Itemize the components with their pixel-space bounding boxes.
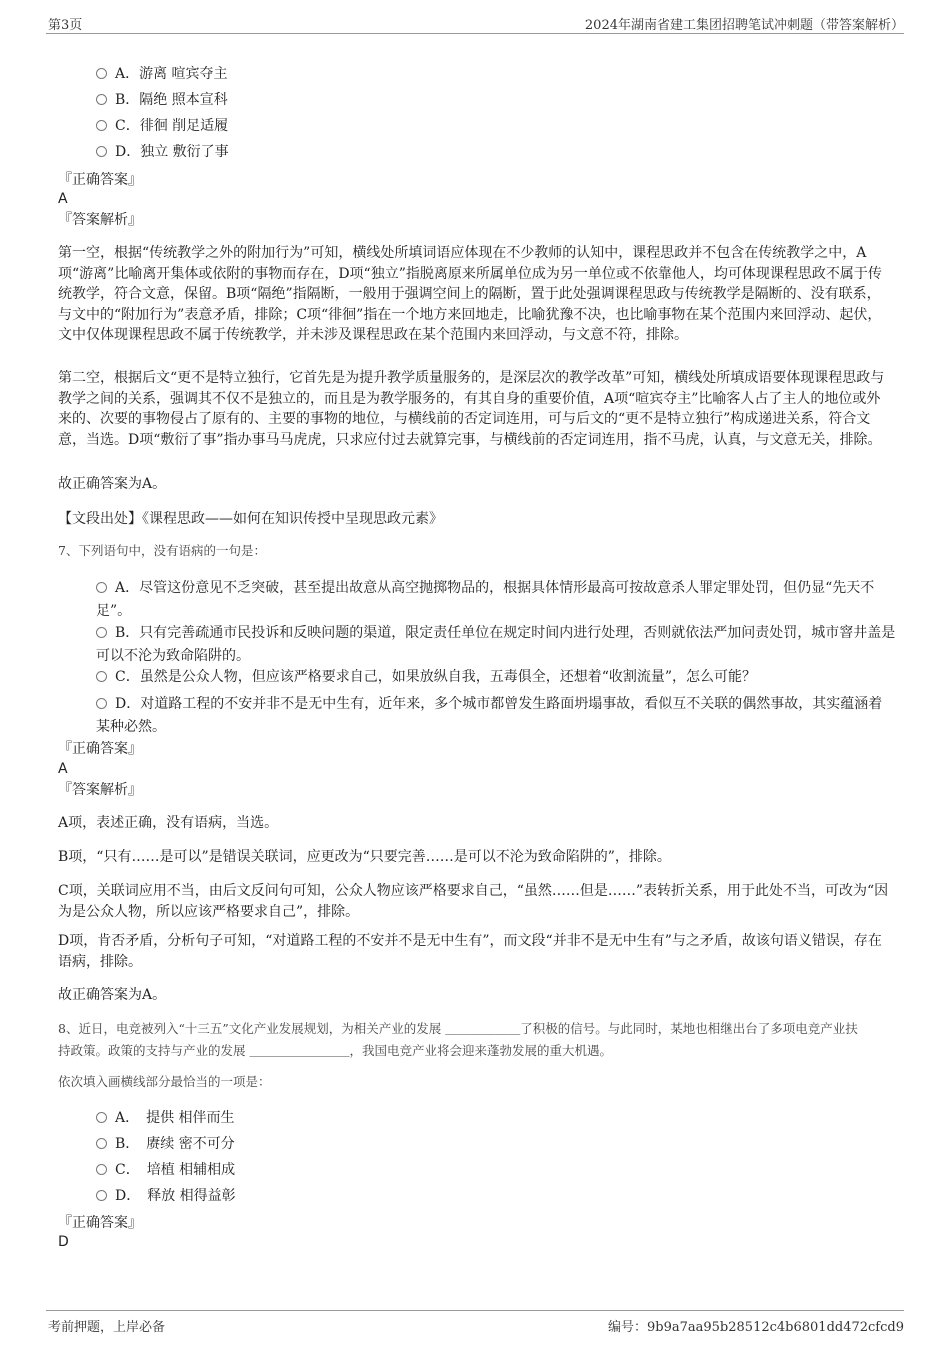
q6-option-d[interactable] (96, 141, 896, 164)
q6-option-b[interactable] (96, 89, 896, 112)
q6-analysis-para-2: 第二空，根据后文“更不是特立独行，它首先是为提升教学质量服务的，是深层次的教学改革”可知，横线处所填成语要体现课程思政与教学之间的关系，强调其不仅不是独立的，而且是为教学服务的，有其自身的重要价值，A项“喧宾夺主”比喻客人占了主人的地位或外来的、次要的事物侵占了原有的、主要的事物的地位，与横线前的否定词连用，可与后文的“更不是特立独行”构成递进关系，符合文意，当选。D项“敷衍了事”指办事马马虎虎，只求应付过去就算完事，与横线前的否定词连用，指不马虎，认真，与文意无关，排除。 (58, 370, 885, 448)
radio-icon[interactable] (96, 1112, 107, 1123)
q7-answer-label: 『正确答案』 (58, 741, 142, 757)
option-text: D．独立 敷衍了事 (115, 144, 229, 160)
q7-question: 7、下列语句中，没有语病的一句是： (58, 543, 266, 558)
q7-analysis-c: C项，关联词应用不当，由后文反问句可知，公众人物应该严格要求自己，“虽然……但是……”表转折关系，用于此处不当，可改为“因为是公众人物，所以应该严格要求自己”，排除。 (58, 883, 889, 920)
q7-option-a[interactable] (96, 577, 896, 623)
option-text: D．对道路工程的不安并非不是无中生有，近年来，多个城市都曾发生路面坍塌事故，看似互不关联的偶然事故，其实蕴涵着某种必然。 (96, 696, 883, 735)
q7-analysis-d: D项，肯否矛盾，分析句子可知，“对道路工程的不安并不是无中生有”，而文段“并非不是无中生有”与之矛盾，故该句语义错误，存在语病，排除。 (58, 933, 882, 970)
radio-icon[interactable] (96, 94, 107, 105)
q8-question-line-1: 8、近日，电竞被列入“十三五”文化产业发展规划，为相关产业的发展 ＿＿＿＿＿＿了积极的信号。与此同时，某地也相继出台了多项电竞产业扶 (58, 1021, 858, 1036)
option-text: B．只有完善疏通市民投诉和反映问题的渠道，限定责任单位在规定时间内进行处理，否则就依法严加问责处罚，城市窨井盖是可以不沦为致命陷阱的。 (96, 625, 896, 664)
option-text: B． 赓续 密不可分 (115, 1136, 235, 1152)
option-text: C． 培植 相辅相成 (115, 1162, 236, 1178)
page-number: 第3页 (48, 18, 83, 33)
option-text: D． 释放 相得益彰 (115, 1188, 236, 1204)
q6-option-c[interactable] (96, 115, 896, 138)
q6-option-a[interactable] (96, 63, 896, 86)
radio-icon[interactable] (96, 1138, 107, 1149)
radio-icon[interactable] (96, 582, 107, 593)
option-text: B．隔绝 照本宣科 (115, 92, 228, 108)
document-title: 2024年湖南省建工集团招聘笔试冲刺题（带答案解析） (584, 18, 904, 33)
radio-icon[interactable] (96, 68, 107, 79)
radio-icon[interactable] (96, 146, 107, 157)
q6-answer-label: 『正确答案』 (58, 172, 142, 188)
q7-option-d[interactable] (96, 693, 896, 739)
q6-analysis-label: 『答案解析』 (58, 212, 142, 228)
q6-source: 【文段出处】《课程思政——如何在知识传授中呈现思政元素》 (58, 511, 443, 527)
option-text: C．虽然是公众人物，但应该严格要求自己，如果放纵自我，五毒俱全，还想着“收割流量”，怎么可能？ (115, 669, 757, 685)
q6-conclusion: 故正确答案为A。 (58, 476, 167, 492)
q8-prompt: 依次填入画横线部分最恰当的一项是： (58, 1074, 271, 1089)
q6-answer: A (58, 191, 68, 207)
q7-option-c[interactable] (96, 666, 896, 689)
q8-answer-label: 『正确答案』 (58, 1215, 142, 1231)
radio-icon[interactable] (96, 627, 107, 638)
q7-analysis-label: 『答案解析』 (58, 782, 142, 798)
q7-answer: A (58, 761, 68, 777)
option-text: A． 提供 相伴而生 (115, 1110, 235, 1126)
radio-icon[interactable] (96, 120, 107, 131)
radio-icon[interactable] (96, 671, 107, 682)
q8-option-b[interactable] (96, 1133, 896, 1156)
radio-icon[interactable] (96, 698, 107, 709)
q8-option-d[interactable] (96, 1185, 896, 1208)
q8-question-line-2: 持政策。政策的支持与产业的发展 ＿＿＿＿＿＿＿＿，我国电竞产业将会迎来蓬勃发展的重大机遇。 (58, 1043, 612, 1058)
option-text: A．游离 喧宾夺主 (115, 66, 228, 82)
q7-analysis-b: B项，“只有……是可以”是错误关联词，应更改为“只要完善……是可以不沦为致命陷阱的”，排除。 (58, 849, 671, 865)
radio-icon[interactable] (96, 1190, 107, 1201)
header-divider (46, 33, 904, 34)
footer-slogan: 考前押题，上岸必备 (48, 1320, 166, 1335)
q6-analysis-para-1: 第一空，根据“传统教学之外的附加行为”可知，横线处所填词语应体现在不少教师的认知中，课程思政并不包含在传统教学之中，A项“游离”比喻离开集体或依附的事物而存在，D项“独立”指脱离原来所属单位成为另一单位或不依靠他人，均可体现课程思政不属于传统教学，符合文意，保留。B项“隔绝”指隔断，一般用于强调空间上的隔断，置于此处强调课程思政与传统教学是隔断的、没有联系，与文中的“附加行为”表意矛盾，排除；C项“徘徊”指在一个地方来回地走，比喻犹豫不决，也比喻事物在某个范围内来回浮动、起伏，文中仅体现课程思政不属于传统教学，并未涉及课程思政在某个范围内来回浮动，与文意不符，排除。 (58, 245, 882, 343)
q7-analysis-a: A项，表述正确，没有语病，当选。 (58, 815, 279, 831)
option-text: C．徘徊 削足适履 (115, 118, 229, 134)
q7-conclusion: 故正确答案为A。 (58, 987, 167, 1003)
q8-answer: D (58, 1234, 69, 1250)
radio-icon[interactable] (96, 1164, 107, 1175)
option-text: A．尽管这份意见不乏突破，甚至提出故意从高空抛掷物品的，根据具体情形最高可按故意杀人罪定罪处罚，但仍显“先天不足”。 (96, 580, 875, 619)
document-id: 编号：9b9a7aa95b28512c4b6801dd472cfcd9 (608, 1320, 904, 1335)
q8-option-c[interactable] (96, 1159, 896, 1182)
q8-option-a[interactable] (96, 1107, 896, 1130)
q7-option-b[interactable] (96, 622, 896, 668)
footer-divider (46, 1310, 904, 1311)
